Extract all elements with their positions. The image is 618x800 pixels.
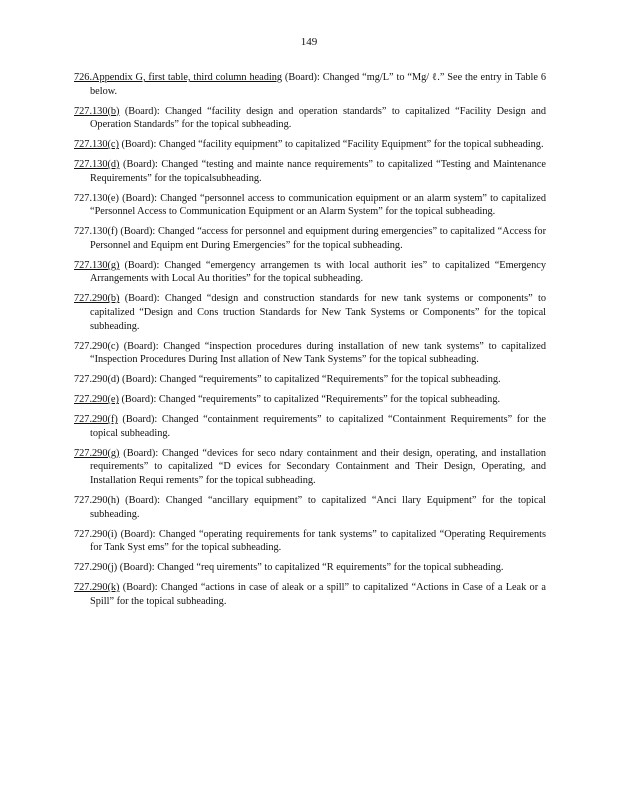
entry-reference: 727.130(f) <box>74 226 118 238</box>
list-item <box>74 393 546 407</box>
entry-reference: 727.290(c) <box>74 340 119 352</box>
list-item <box>74 71 546 98</box>
list-item <box>74 192 546 219</box>
entry-reference: 727.290(d) <box>74 374 120 386</box>
list-item <box>74 373 546 387</box>
entry-description: (Board): Changed “access for personnel and equipment during emergencies” to capitalized “Access for Personnel and Equipm ent During Emergencies” for the topical subheading. <box>90 226 546 251</box>
entry-description: (Board): Changed “design and construction standards for new tank systems or components” to capitalized “Design and Cons truction Standards for New Tank Systems or Components” for the topical subheading. <box>90 293 546 332</box>
entry-reference: 727.130(b) <box>74 105 120 117</box>
list-item <box>74 413 546 440</box>
entry-description: (Board): Changed “req uirements” to capitalized “R equirements” for the topical subheading. <box>117 562 504 574</box>
entry-description: (Board): Changed “facility design and operation standards” to capitalized “Facility Design and Operation Standards” for the topical subheading. <box>90 105 546 131</box>
entry-reference: 727.290(i) <box>74 528 118 540</box>
entry-description: (Board): Changed “mg/L” to “Mg/ ℓ.” See the entry in Table 6 below. <box>90 72 546 97</box>
entry-reference: 727.290(g) <box>74 447 120 459</box>
list-item <box>74 581 546 608</box>
entry-reference: 727.130(d) <box>74 159 120 171</box>
list-item <box>74 225 546 252</box>
list-item <box>74 259 546 286</box>
entry-description: (Board): Changed “inspection procedures during installation of new tank systems” to capitalized “Inspection Procedures During Inst allation of New Tank Systems” for the topical subheading. <box>90 340 546 366</box>
entry-description: (Board): Changed “testing and mainte nance requirements” to capitalized “Testing and Maintenance Requirements” for the topicalsubheading. <box>90 159 546 184</box>
entry-list <box>74 71 546 615</box>
entry-reference: 727.290(j) <box>74 562 118 574</box>
entry-reference: 727.130(g) <box>74 259 120 271</box>
list-item <box>74 138 546 152</box>
entry-description: (Board): Changed “facility equipment” to capitalized “Facility Equipment” for the topical subheading. <box>118 139 544 151</box>
entry-reference: 727.290(b) <box>74 293 120 305</box>
entry-description: (Board): Changed “devices for seco ndary containment and their design, operating, and installation requirements” to capitalized “D evices for Secondary Containment and Their Design, Operating, and Installation Requi rements” for the topical subheading. <box>90 447 546 486</box>
entry-description: (Board): Changed “operating requirements for tank systems” to capitalized “Operating Requirements for Tank Syst ems” for the topical subheading. <box>90 528 546 554</box>
list-item <box>74 528 546 555</box>
list-item <box>74 158 546 185</box>
entry-reference: 727.130(c) <box>74 139 119 151</box>
entry-description: (Board): Changed “requirements” to capitalized “Requirements” for the topical subheading. <box>118 394 501 406</box>
entry-description: (Board): Changed “containment requirements” to capitalized “Containment Requirements” for the topical subheading. <box>90 414 546 439</box>
entry-description: (Board): Changed “personnel access to communication equipment or an alarm system” to capitalized “Personnel Access to Communication Equipment or an Alarm System” for the topical subheading. <box>90 192 546 218</box>
list-item <box>74 340 546 367</box>
list-item <box>74 561 546 575</box>
entry-reference: 726.Appendix G, first table, third column heading <box>74 72 283 83</box>
entry-description: (Board): Changed “requirements” to capitalized “Requirements” for the topical subheading. <box>119 374 501 386</box>
list-item <box>74 105 546 132</box>
entry-reference: 727.290(k) <box>74 582 120 594</box>
page-number: 149 <box>300 36 318 48</box>
entry-reference: 727.130(e) <box>74 192 119 204</box>
entry-reference: 727.290(f) <box>74 414 118 426</box>
entry-reference: 727.290(e) <box>74 394 119 406</box>
entry-reference: 727.290(h) <box>74 494 120 506</box>
entry-description: (Board): Changed “ancillary equipment” to capitalized “Anci llary Equipment” for the topical subheading. <box>90 494 546 520</box>
entry-description: (Board): Changed “emergency arrangemen ts with local authorit ies” to capitalized “Emergency Arrangements with Local Au thorities” for the topical subheading. <box>90 259 546 285</box>
list-item <box>74 447 546 488</box>
entry-description: (Board): Changed “actions in case of aleak or a spill” to capitalized “Actions in Case of a Leak or a Spill” for the topical subheading. <box>90 582 546 607</box>
list-item <box>74 292 546 333</box>
list-item <box>74 494 546 521</box>
